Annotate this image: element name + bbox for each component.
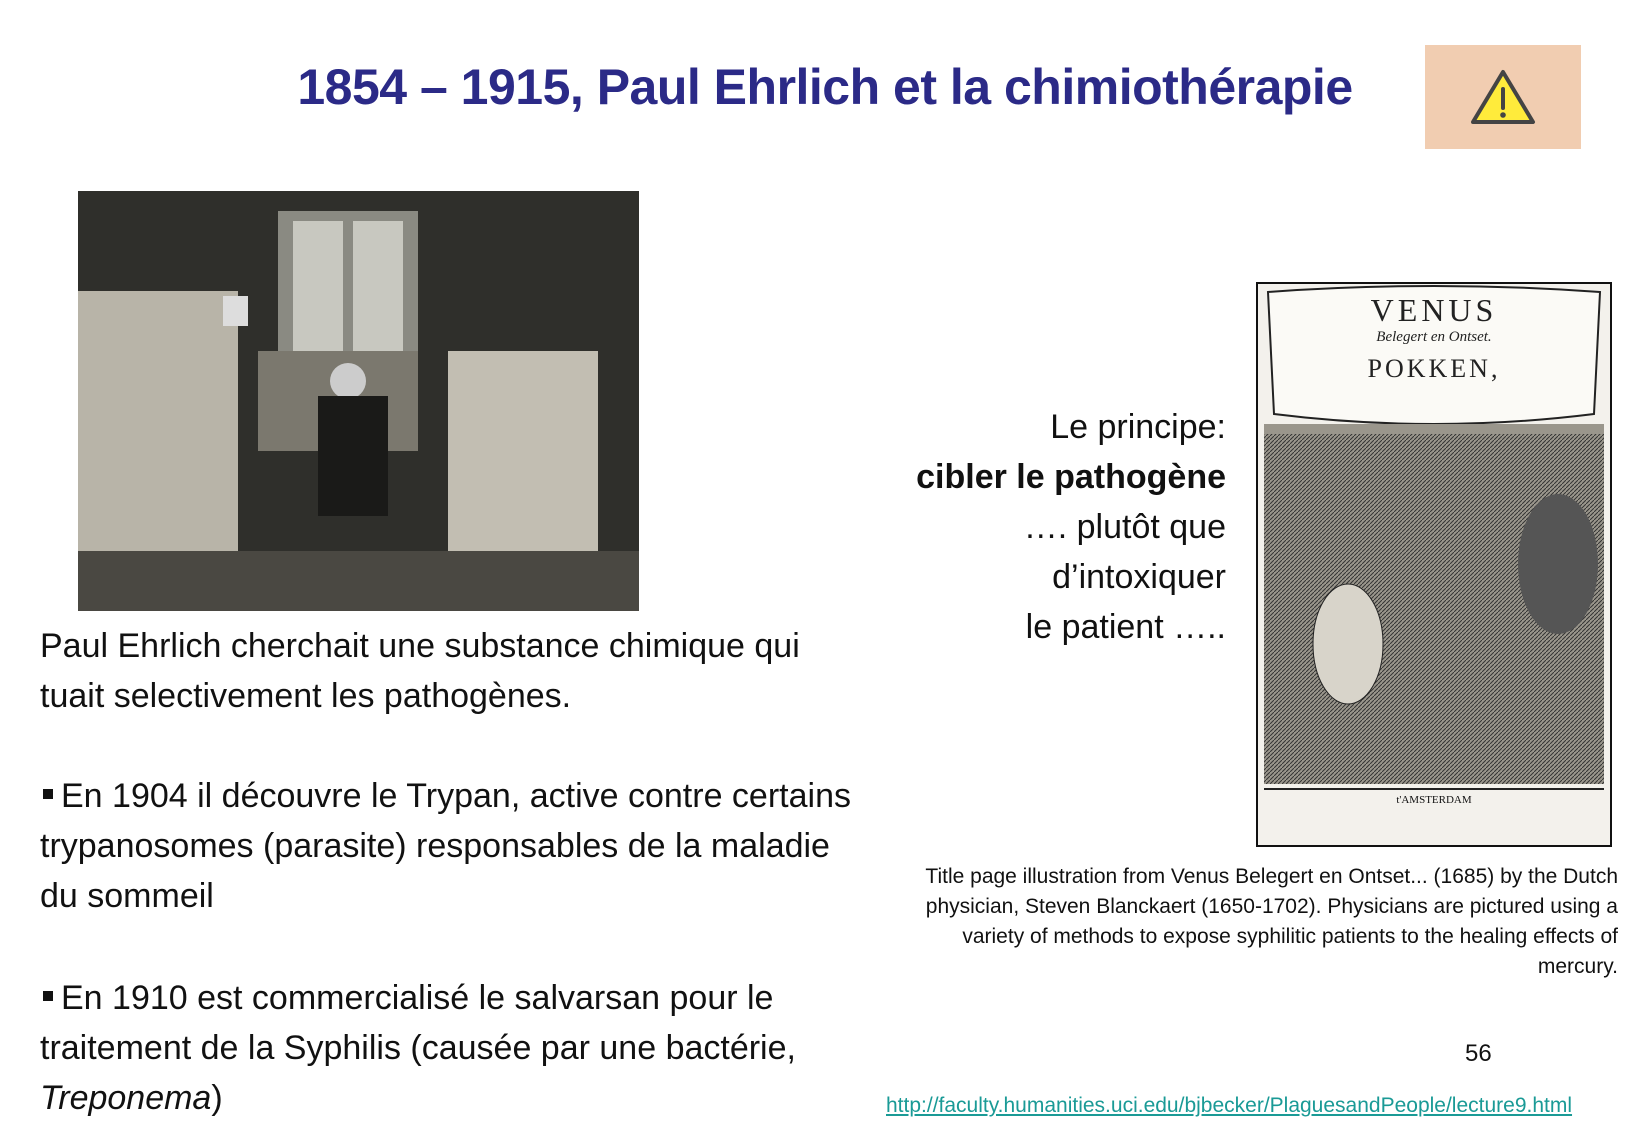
warning-triangle-icon — [1470, 68, 1536, 126]
quote-line-bold: cibler le pathogène — [916, 458, 1226, 496]
bullet-text-end: ) — [211, 1079, 223, 1117]
bullet-text: En 1904 il découvre le Trypan, active contre certains trypanosomes (parasite) responsables de la maladie du sommeil — [40, 777, 851, 915]
bullet-salvarsan — [40, 973, 870, 1123]
quote-line: Le principe: — [1050, 408, 1226, 446]
bullet-square-icon — [43, 789, 53, 799]
engraving-title: VENUS — [1370, 292, 1498, 328]
bullet-italic-text: Treponema — [40, 1079, 212, 1117]
source-link[interactable]: http://faculty.humanities.uci.edu/bjbecker/PlaguesandPeople/lecture9.html — [886, 1094, 1573, 1117]
quote-line: d’intoxiquer — [1052, 558, 1226, 596]
bullet-square-icon — [43, 991, 53, 1001]
bullet-text: En 1910 est commercialisé le salvarsan pour le traitement de la Syphilis (causée par une bactérie, — [40, 979, 796, 1067]
engraving-word: POKKEN, — [1367, 354, 1501, 383]
slide-title: 1854 – 1915, Paul Ehrlich et la chimiothérapie — [297, 59, 1353, 115]
venus-engraving-image — [1256, 282, 1612, 847]
ehrlich-office-photo — [78, 191, 639, 611]
bullet-trypan — [40, 771, 870, 921]
engraving-subtitle: Belegert en Ontset. — [1376, 329, 1492, 345]
quote-line: le patient ….. — [1025, 608, 1226, 646]
warning-badge — [1425, 45, 1581, 149]
engraving-imprint: t'AMSTERDAM — [1396, 794, 1472, 806]
image-caption: Title page illustration from Venus Belegert en Ontset... (1685) by the Dutch physician, Steven Blanckaert (1650-1702). Physicians are pictured using a variety of methods to expose syphilitic patients to the healing effects of mercury. — [925, 865, 1618, 978]
page-number: 56 — [1465, 1040, 1492, 1067]
quote-line: …. plutôt que — [1023, 508, 1226, 546]
principle-quote — [860, 402, 1226, 652]
intro-paragraph: Paul Ehrlich cherchait une substance chimique qui tuait selectivement les pathogènes. — [40, 627, 800, 715]
